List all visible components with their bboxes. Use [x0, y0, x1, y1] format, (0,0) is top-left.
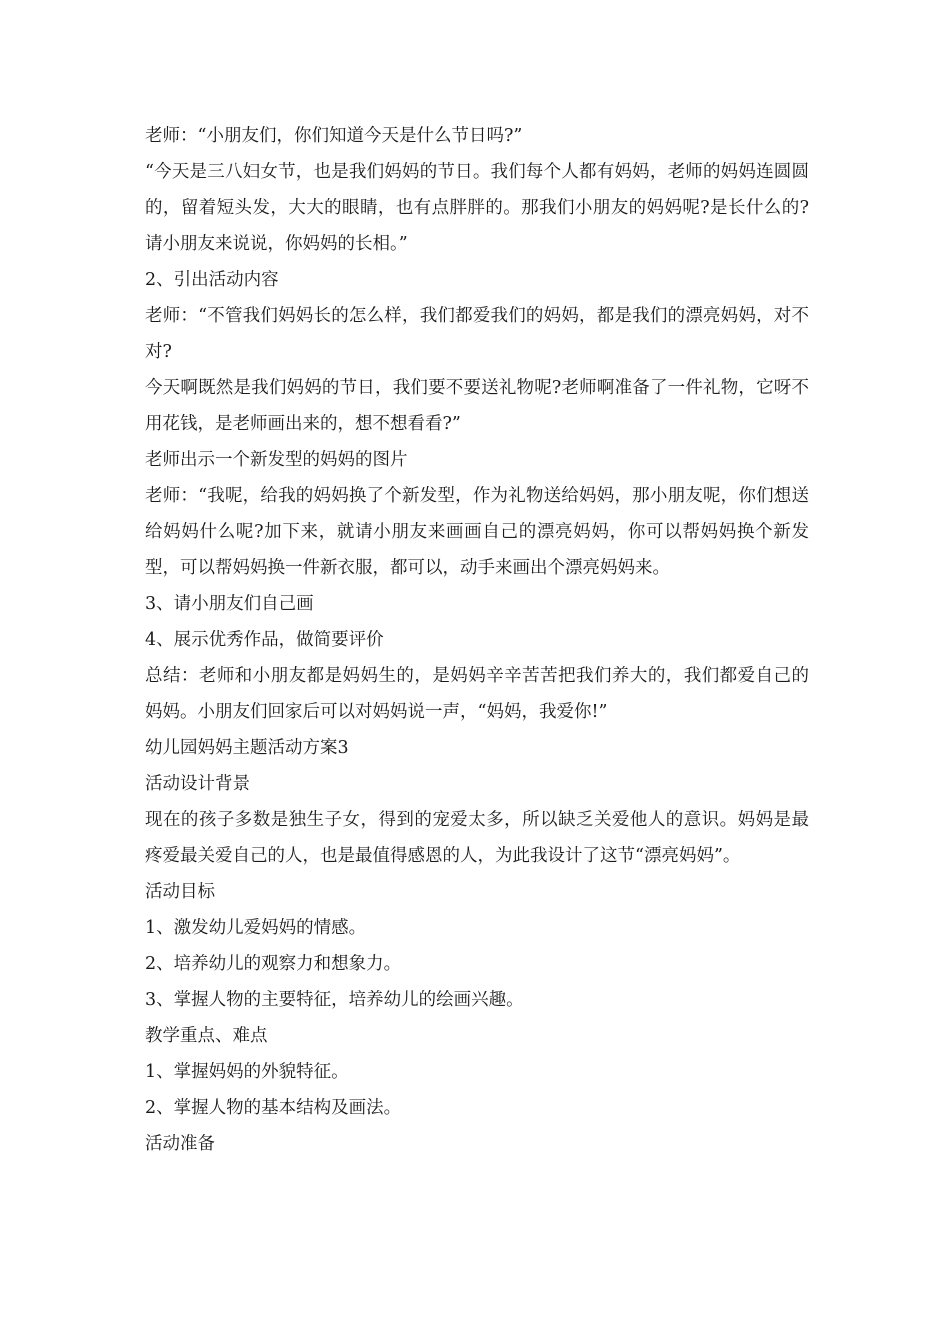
document-page — [145, 118, 809, 1162]
paragraph-3: 2、引出活动内容 — [145, 270, 279, 290]
paragraph-background: 现在的孩子多数是独生子女，得到的宠爱太多，所以缺乏关爱他人的意识。妈妈是最疼爱最关爱自己的人，也是最值得感恩的人，为此我设计了这节“漂亮妈妈”。 — [145, 810, 809, 866]
goal-item-1: 1、激发幼儿爱妈妈的情感。 — [145, 918, 367, 938]
paragraph-2: “今天是三八妇女节，也是我们妈妈的节日。我们每个人都有妈妈，老师的妈妈连圆圆的，留着短头发，大大的眼睛，也有点胖胖的。那我们小朋友的妈妈呢?是长什么的?请小朋友来说说，你妈妈的长相。” — [145, 162, 809, 254]
paragraph-8: 3、请小朋友们自己画 — [145, 594, 314, 614]
paragraph-5: 今天啊既然是我们妈妈的节日，我们要不要送礼物呢?老师啊准备了一件礼物，它呀不用花钱，是老师画出来的，想不想看看?” — [145, 378, 809, 434]
paragraph-1: 老师：“小朋友们，你们知道今天是什么节日吗?” — [145, 126, 523, 146]
paragraph-7: 老师：“我呢，给我的妈妈换了个新发型，作为礼物送给妈妈，那小朋友呢，你们想送给妈妈什么呢?加下来，就请小朋友来画画自己的漂亮妈妈，你可以帮妈妈换个新发型，可以帮妈妈换一件新衣服，都可以，动手来画出个漂亮妈妈来。 — [145, 486, 809, 578]
paragraph-4: 老师：“不管我们妈妈长的怎么样，我们都爱我们的妈妈，都是我们的漂亮妈妈，对不对? — [145, 306, 809, 362]
paragraph-6: 老师出示一个新发型的妈妈的图片 — [145, 450, 408, 470]
goal-item-3: 3、掌握人物的主要特征，培养幼儿的绘画兴趣。 — [145, 990, 524, 1010]
goal-item-2: 2、培养幼儿的观察力和想象力。 — [145, 954, 402, 974]
focus-item-2: 2、掌握人物的基本结构及画法。 — [145, 1098, 402, 1118]
heading-focus: 教学重点、难点 — [145, 1026, 268, 1046]
paragraph-10: 总结：老师和小朋友都是妈妈生的，是妈妈辛辛苦苦把我们养大的，我们都爱自己的妈妈。小朋友们回家后可以对妈妈说一声，“妈妈，我爱你!” — [145, 666, 809, 722]
heading-goals: 活动目标 — [145, 882, 215, 902]
focus-item-1: 1、掌握妈妈的外貌特征。 — [145, 1062, 349, 1082]
heading-preparation: 活动准备 — [145, 1134, 215, 1154]
paragraph-9: 4、展示优秀作品，做简要评价 — [145, 630, 384, 650]
heading-background: 活动设计背景 — [145, 774, 250, 794]
section-title: 幼儿园妈妈主题活动方案3 — [145, 738, 349, 758]
